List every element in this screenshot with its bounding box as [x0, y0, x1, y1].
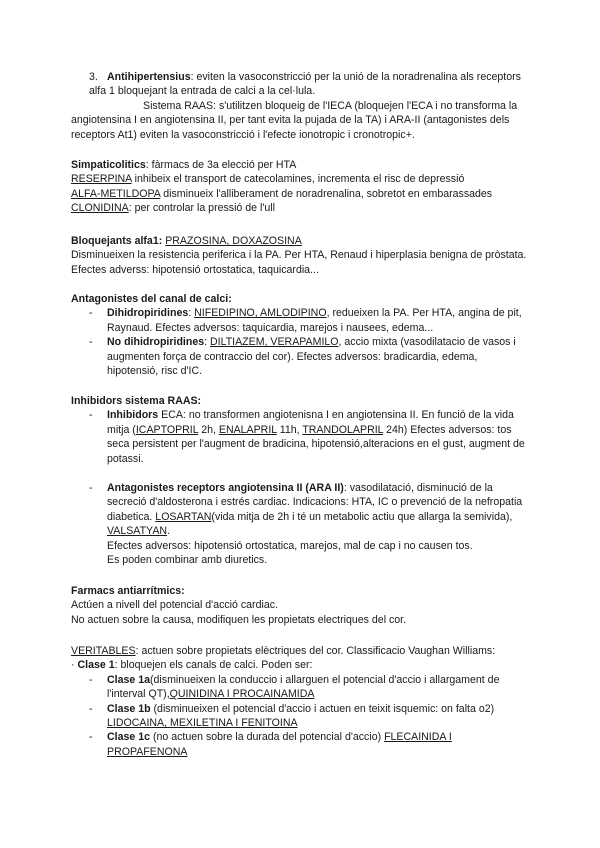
- drug-name: CLONIDINA: [71, 202, 129, 215]
- heading-title: VERITABLES: [71, 645, 136, 657]
- class-text: : bloquejen els canals de calci. Poden ser:: [114, 659, 313, 672]
- drug-name: VALSATYAN: [107, 525, 168, 538]
- item-text: : vasodilatació, disminució de la secreció d'aldosterona i estrés cardiac. Indicacions: HTA, IC o prevenció de la nefropatia diabetica.: [107, 482, 523, 523]
- drug-name: NIFEDIPINO, AMLODIPINO: [194, 307, 327, 320]
- section-heading: Antagonistes del canal de calci:: [71, 293, 232, 305]
- heading-title: Simpaticolitics: [71, 159, 146, 171]
- drug-line-reserpina: [71, 172, 531, 186]
- item-text: , redueixen la PA. Per HTA, angina de pit, Raynaud. Efectes adversos: taquicardia, marejos i nausees, edema...: [107, 307, 522, 334]
- drug-name: ICAPTOPRIL: [135, 423, 199, 436]
- drug-name: QUINIDINA I PROCAINAMIDA: [169, 688, 315, 701]
- drug-line-metildopa: [71, 187, 531, 201]
- item-number: 3.: [89, 71, 98, 83]
- section-alfa1: [71, 234, 531, 277]
- item-text: 24h) Efectes adversos: tos seca persistent per l'augment de bradicina, hipotensió,alteracions en el gust, augment de potassi.: [107, 423, 525, 465]
- list-item: [71, 335, 531, 378]
- item-label: Dihidropiridines: [107, 307, 189, 320]
- drug-line-clonidina: [71, 201, 531, 215]
- item-label: Clase 1c: [107, 731, 150, 744]
- class1-list: [71, 673, 533, 759]
- drug-name: PRAZOSINA, DOXAZOSINA: [165, 235, 302, 247]
- drug-name: ALFA-METILDOPA: [71, 187, 161, 200]
- section-line: No actuen sobre la causa, modifiquen les propietats electriques del cor.: [71, 613, 407, 626]
- raas-text: Sistema RAAS: s'utilitzen bloqueig de l'IECA (bloquejen l'ECA i no transforma la angiotensina I en angiotensina II, per tant evita la pujada de la TA) i ARA-II (antagonistes dels receptors At1) eviten la vasoconstricció i l'efecte ionotropic i cronotropic+.: [71, 99, 518, 141]
- section-ara: [71, 481, 531, 567]
- ara-adverse: Efectes adversos: hipotensió ortostatica, marejos, mal de cap i no causen tos.: [107, 539, 473, 552]
- drug-name: LOSARTAN: [155, 510, 212, 523]
- item-label: Inhibidors: [107, 409, 159, 422]
- class1-line: [71, 658, 533, 672]
- section-heading: [71, 644, 533, 658]
- section-text: Disminueixen la resistencia periferica i la PA. Per HTA, Renaud i hiperplasia benigna de pròstata. Efectes adverss: hipotensió ortostatica, taquicardia...: [71, 249, 527, 276]
- item-text: (disminueixen el potencial d'accio i actuen en teixit isquemic: on falta o2): [150, 702, 495, 715]
- drug-text: disminueix l'alliberament de noradrenalina, sobretot en embarassades: [160, 187, 493, 200]
- item-text: (vida mitja de 2h i té un metabolic actiu que allarga la semivida),: [211, 510, 513, 523]
- item-text: (no actuen sobre la durada del potencial d'accio): [150, 731, 385, 744]
- item-sep: :: [188, 307, 195, 320]
- item-3-paragraph: [71, 70, 531, 99]
- ara-combine: Es poden combinar amb diuretics.: [107, 554, 268, 567]
- list-item: [71, 673, 533, 702]
- drug-name: FLECAINIDA I PROPAFENONA: [107, 731, 452, 758]
- drug-text: inhibeix el transport de catecolamines, incrementa el risc de depressió: [131, 173, 465, 186]
- item-label: No dihidropiridines: [107, 336, 205, 349]
- section-heading: Inhibidors sistema RAAS:: [71, 395, 202, 407]
- raas-list: [71, 408, 531, 466]
- calcium-list: [71, 306, 531, 378]
- item-text: , accio mixta (vasodilatacio de vasos i augmenten força de contraccio del cor). Efectes adversos: bradicardia, edema, hipotensió, risc d'IC.: [107, 336, 516, 378]
- ara-list: [71, 481, 531, 539]
- section-veritables: [71, 644, 533, 759]
- heading-text: : fàrmacs de 3a elecció per HTA: [145, 159, 297, 171]
- drug-name: RESERPINA: [71, 173, 132, 186]
- section-antihipertensius: [71, 70, 531, 142]
- section-antiarritmics: [71, 584, 531, 627]
- section-heading: Farmacs antiarrítmics:: [71, 585, 185, 597]
- list-item-ara: [71, 481, 531, 539]
- section-simpaticolitics: [71, 158, 531, 216]
- item-text: .: [167, 525, 171, 538]
- section-heading: [71, 234, 531, 248]
- drug-name: DILTIAZEM, VERAPAMILO: [210, 336, 339, 349]
- list-item: [71, 306, 531, 335]
- item-text: ECA: no transformen angiotenisna I en angiotensina II. En funció de la vida mitja (: [107, 409, 514, 436]
- item-text: 2h,: [198, 423, 219, 436]
- class-label: Clase 1: [77, 659, 115, 672]
- drug-name: TRANDOLAPRIL: [302, 423, 384, 436]
- item-text: 11h,: [276, 423, 303, 436]
- item-label: Clase 1b: [107, 702, 151, 715]
- section-calcium-antagonists: [71, 292, 531, 378]
- item-label: Antagonistes receptors angiotensina II (ARA II): [107, 482, 344, 494]
- item-text: : eviten la vasoconstricció per la unió de la noradrenalina als receptors alfa 1 bloquejant la entrada de calci a la cel·lula.: [89, 71, 521, 98]
- section-raas: [71, 394, 531, 466]
- section-heading: [71, 158, 531, 172]
- list-item: [71, 730, 533, 759]
- heading-title: Bloquejants alfa1:: [71, 235, 163, 247]
- list-item-ieca: [71, 408, 531, 466]
- drug-text: : per controlar la pressió de l'ull: [128, 202, 275, 215]
- raas-paragraph: [71, 99, 531, 142]
- item-label: Clase 1a: [107, 673, 150, 686]
- drug-name: LIDOCAINA, MEXILETINA I FENITOINA: [107, 717, 298, 730]
- list-item: [71, 702, 533, 731]
- bullet: ·: [71, 659, 78, 672]
- section-line: Actúen a nivell del potencial d'acció cardiac.: [71, 599, 278, 612]
- heading-text: : actuen sobre propietats elèctriques del cor. Classificacio Vaughan Williams:: [135, 645, 496, 657]
- item-sep: :: [204, 336, 210, 349]
- item-text: (disminueixen la conduccio i allarguen el potencial d'accio i allargament de l'interval QT),: [107, 673, 500, 701]
- item-title: Antihipertensius: [107, 71, 191, 83]
- drug-name: ENALAPRIL: [218, 423, 277, 436]
